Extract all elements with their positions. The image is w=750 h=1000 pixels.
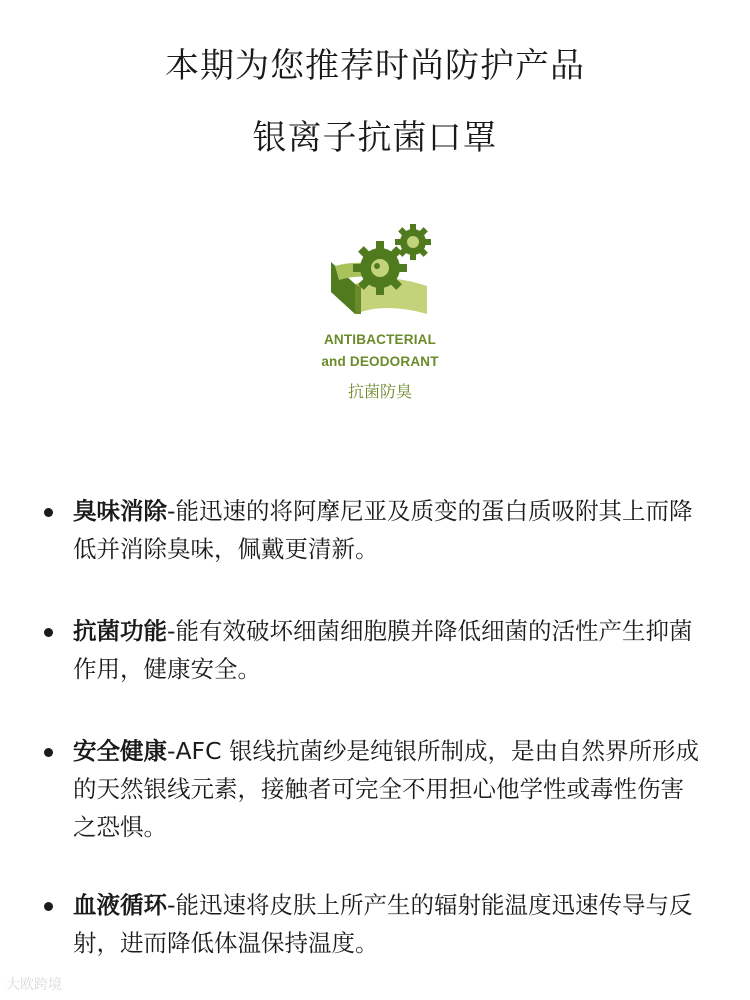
bullet-dot bbox=[44, 748, 53, 757]
feature-description: -能迅速将皮肤上所产生的辐射能温度迅速传导与反射，进而降低体温保持温度。 bbox=[73, 891, 693, 957]
badge-line-2: and DEODORANT bbox=[321, 354, 439, 369]
feature-label: 安全健康 bbox=[73, 737, 167, 765]
bullet-dot bbox=[44, 628, 53, 637]
product-title: 银离子抗菌口罩 bbox=[252, 118, 498, 158]
badge-chinese-label: 抗菌防臭 bbox=[347, 382, 412, 401]
feature-label: 血液循环 bbox=[73, 891, 167, 919]
bacteria-gear-icon bbox=[325, 222, 435, 322]
antibacterial-badge bbox=[300, 222, 460, 412]
watermark: 大欧跨境 bbox=[6, 977, 62, 993]
feature-description: -能有效破坏细菌细胞膜并降低细菌的活性产生抑菌作用，健康安全。 bbox=[73, 617, 693, 683]
badge-line-1: ANTIBACTERIAL bbox=[323, 332, 437, 347]
feature-label: 臭味消除 bbox=[73, 497, 167, 525]
page-title: 本期为您推荐时尚防护产品 bbox=[165, 46, 585, 86]
feature-description: -AFC 银线抗菌纱是纯银所制成，是由自然界所形成的天然银线元素，接触者可完全不用担心他学性或毒性伤害之恐惧。 bbox=[73, 737, 699, 841]
feature-label: 抗菌功能 bbox=[73, 617, 167, 645]
bullet-dot bbox=[44, 902, 53, 911]
bullet-dot bbox=[44, 508, 53, 517]
feature-description: -能迅速的将阿摩尼亚及质变的蛋白质吸附其上而降低并消除臭味，佩戴更清新。 bbox=[73, 497, 693, 563]
